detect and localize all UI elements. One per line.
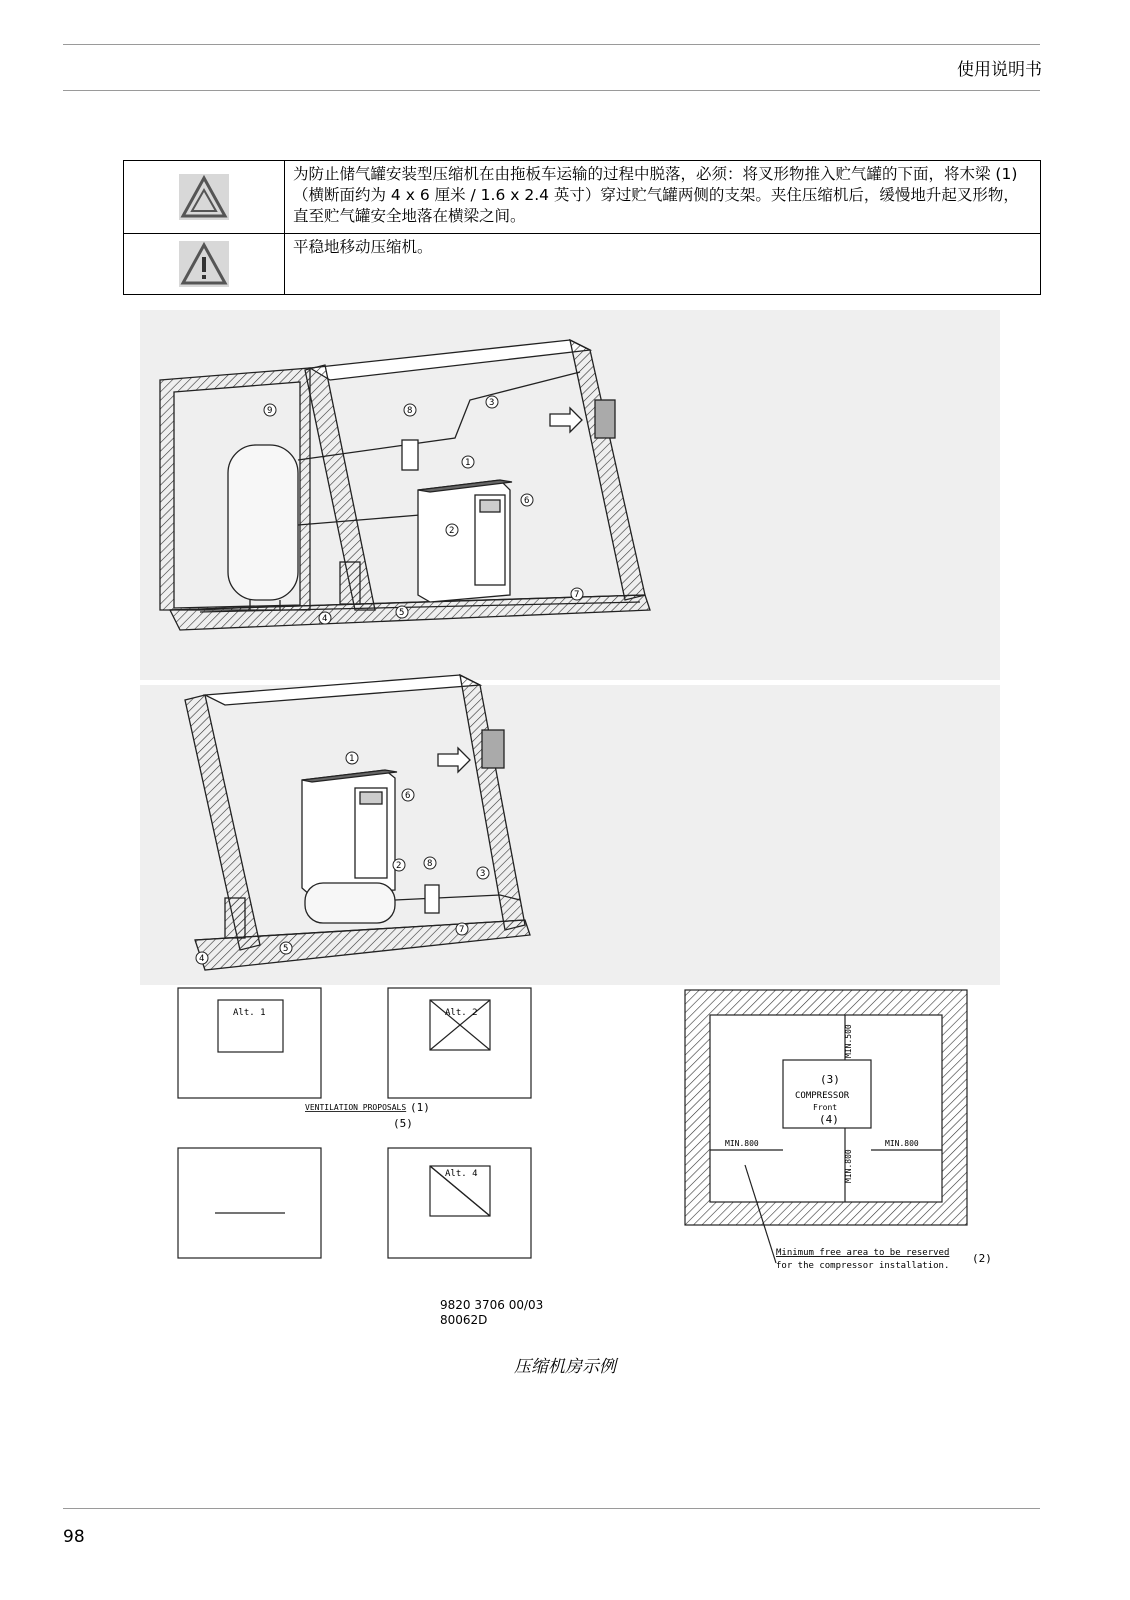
header-bottom-rule <box>63 90 1040 91</box>
drawing-code-line1: 9820 3706 00/03 <box>440 1298 544 1312</box>
callout: 6 <box>405 791 411 801</box>
callout: 7 <box>459 925 465 935</box>
warning-text: 平稳地移动压缩机。 <box>285 234 1041 295</box>
callout: 3 <box>489 398 495 408</box>
callout: 6 <box>524 496 530 506</box>
min-800-left-label: MIN.800 <box>725 1139 759 1148</box>
ventilation-proposals-label: VENTILATION PROPOSALS <box>305 1103 407 1112</box>
min-800-bottom-label: MIN.800 <box>844 1149 853 1183</box>
warning-row <box>124 234 1041 295</box>
min-500-label: MIN.500 <box>844 1024 853 1058</box>
drawing-code-line2: 80062D <box>440 1313 488 1327</box>
front-label: Front <box>813 1103 838 1112</box>
warning-row <box>124 161 1041 234</box>
drawing-code <box>440 1298 543 1328</box>
callout: 7 <box>574 590 580 600</box>
clearance-plan <box>685 990 967 1263</box>
header-top-rule <box>63 44 1040 45</box>
warning-text: 为防止储气罐安装型压缩机在由拖板车运输的过程中脱落，必须：将叉形物推入贮气罐的下面，将木梁 (1)（横断面约为 4 x 6 厘米 / 1.6 x 2.4 英寸）穿过贮气罐两侧的支架。夹住压缩机后，缓慢地升起叉形物，直至贮气罐安全地落在横梁之间。 <box>285 161 1041 234</box>
ref-4-label: (4) <box>819 1113 839 1126</box>
callout: 1 <box>465 458 471 468</box>
callout: 2 <box>449 526 455 536</box>
callout: 8 <box>427 859 433 869</box>
ref-2-label: (2) <box>972 1252 992 1265</box>
callout: 4 <box>322 614 328 624</box>
alt4-label: Alt. 4 <box>445 1169 478 1179</box>
footer-rule <box>63 1508 1040 1509</box>
warning-icon-cell <box>124 161 285 234</box>
callout: 4 <box>199 954 205 964</box>
alt1-label: Alt. 1 <box>233 1008 266 1018</box>
ref-5-label: (5) <box>393 1117 413 1130</box>
callout: 5 <box>283 944 289 954</box>
alt2-label: Alt. 2 <box>445 1008 478 1018</box>
warning-table <box>123 160 1041 295</box>
free-area-note-line1: Minimum free area to be reserved <box>776 1248 950 1258</box>
min-800-right-label: MIN.800 <box>885 1139 919 1148</box>
free-area-note-line2: for the compressor installation. <box>776 1261 950 1271</box>
warning-triangle-icon <box>179 174 229 220</box>
warning-icon-cell <box>124 234 285 295</box>
caution-exclamation-icon <box>179 241 229 287</box>
callout: 5 <box>399 608 405 618</box>
ventilation-proposals-ref: (1) <box>410 1101 430 1114</box>
document-title: 使用说明书 <box>957 60 1042 80</box>
figure-caption: 压缩机房示例 <box>514 1357 616 1377</box>
callout: 8 <box>407 406 413 416</box>
compressor-label: COMPRESSOR <box>795 1091 850 1101</box>
callout: 2 <box>396 861 402 871</box>
compressor-room-figure <box>140 310 1020 1340</box>
callout: 9 <box>267 406 273 416</box>
page-number: 98 <box>63 1527 85 1547</box>
ref-3-label: (3) <box>820 1073 840 1086</box>
callout: 3 <box>480 869 486 879</box>
callout: 1 <box>349 754 355 764</box>
ventilation-proposals <box>178 988 531 1258</box>
